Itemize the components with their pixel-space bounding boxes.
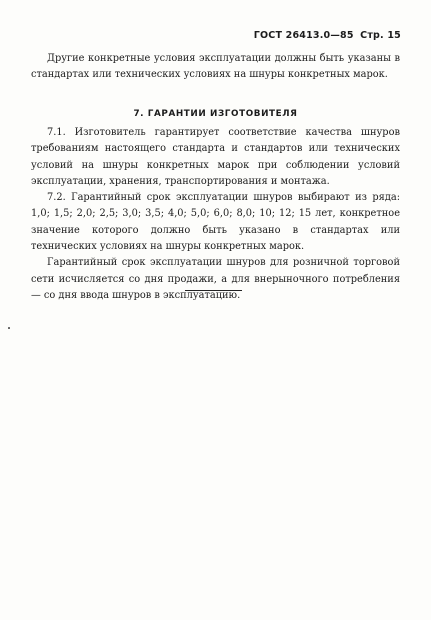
- paragraph-7-2: 7.2. Гарантийный срок эксплуатации шнуров выбирают из ряда: 1,0; 1,5; 2,0; 2,5; 3,0; 3,5; 4,0; 5,0; 6,0; 8,0; 10; 12; 15 лет, конкретное значение которого должно быть указано в стандартах или технических условиях на шнуры конкретных марок.: [31, 192, 400, 253]
- paragraph-7-1: 7.1. Изготовитель гарантирует соответствие качества шнуров требованиям настоящего стандарта и стандартов или технических условий на шнуры конкретных марок при соблюдении условий эксплуатации, хранения, транспортирования и монтажа.: [31, 127, 400, 187]
- standard-number: ГОСТ 26413.0—85: [253, 30, 354, 41]
- end-rule: [185, 290, 242, 291]
- section-title: 7. ГАРАНТИИ ИЗГОТОВИТЕЛЯ: [133, 109, 298, 119]
- intro-block: [31, 51, 400, 84]
- page-number: Стр. 15: [360, 30, 401, 41]
- intro-paragraph: Другие конкретные условия эксплуатации должны быть указаны в стандартах или технических условиях на шнуры конкретных марок.: [31, 53, 400, 81]
- page-header: [254, 30, 401, 41]
- section-body: [31, 125, 400, 304]
- scan-speck: [8, 327, 10, 329]
- paragraph-warranty-start: Гарантийный срок эксплуатации шнуров для розничной торговой сети исчисляется со дня продажи, а для внерыночного потребления — со дня ввода шнуров в эксплуатацию.: [31, 257, 400, 301]
